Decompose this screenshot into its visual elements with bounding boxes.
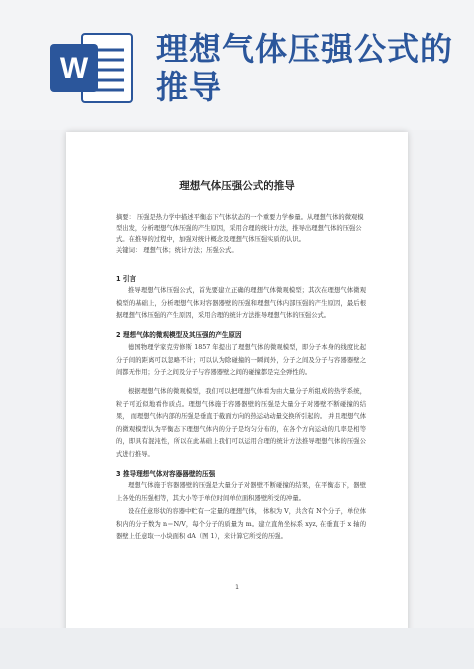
document-title: 理想气体压强公式的推导: [179, 180, 295, 192]
word-icon: [48, 30, 134, 106]
banner-title: 理想气体压强公式的推导: [156, 30, 454, 106]
paragraph: 设在任意形状的容器中贮有一定量的理想气体， 体积为 V，共含有 N个分子，单位体积内的分子数为 n＝N/V，每个分子的质量为 m。建立直角坐标系 xyz, 在垂直于 x 轴的器壁上任意取一小块面积 dA（图 1），来计算它所受的压强。: [116, 508, 366, 541]
paragraph: 推导理想气体压强公式，首先要建立正确的理想气体微观模型；其次在理想气体微观模型的基础上，分析理想气体对容器器壁的压强和理想气体内部压强的产生原因，最后根据理想气体压强的产生原因，采用合理的统计方法推导理想气体的压强公式。: [116, 287, 366, 320]
section-heading: 1 引言: [116, 275, 137, 283]
paragraph: 理想气体施于容器器壁的压强是大量分子对器壁不断碰撞的结果，在平衡态下，器壁上各处的压强相等，其大小等于单位时间单位面积器壁所受的冲量。: [116, 482, 366, 502]
page-number: 1: [235, 584, 239, 591]
keywords: 关键词： 理想气体；统计方法；压强公式。: [116, 247, 238, 254]
section-heading: 3 推导理想气体对容器器壁的压强: [116, 470, 216, 478]
footer-strip: [0, 628, 474, 669]
document-page: [66, 132, 408, 669]
banner: [0, 0, 474, 130]
paragraph: 德国物理学家克劳修斯 1857 年提出了理想气体的微观模型，即分子本身的线度比起分子间的距离可以忽略不计；可以认为除碰撞的一瞬间外，分子之间及分子与容器器壁之间都无作用；分子之间及分子与容器器壁之间的碰撞都是完全弹性的。: [116, 344, 366, 377]
abstract: 摘要： 压强是热力学中描述平衡态下气体状态的一个重要力学参量。从理想气体的微观模型出发，分析理想气体压强的产生原因，采用合理的统计方法，推导出理想气体的压强公式。在推导的过程中，加强对统计概念及理想气体压强实质的认识。: [116, 214, 364, 243]
paragraph: 根据理想气体的微观模型，我们可以把理想气体看为由大量分子所组成的热学系统，粒子可近似地看作质点。理想气体施于容器器壁的压强是大量分子对器壁不断碰撞的结果， 而理想气体内部的压强是垂直于截面方向的热运动动量交换所引起的。 并且理想气体的微观模型认为平衡态下理想气体内的分子是均匀分布的，在各个方向运动的几率是相等的，即具有混沌性，所以在此基础上我们可以运用合理的统计方法推导理想气体的压强公式进行推导。: [116, 388, 366, 458]
svg-text:W: W: [59, 52, 89, 85]
section-heading: 2 理想气体的微观模型及其压强的产生原因: [116, 331, 242, 339]
